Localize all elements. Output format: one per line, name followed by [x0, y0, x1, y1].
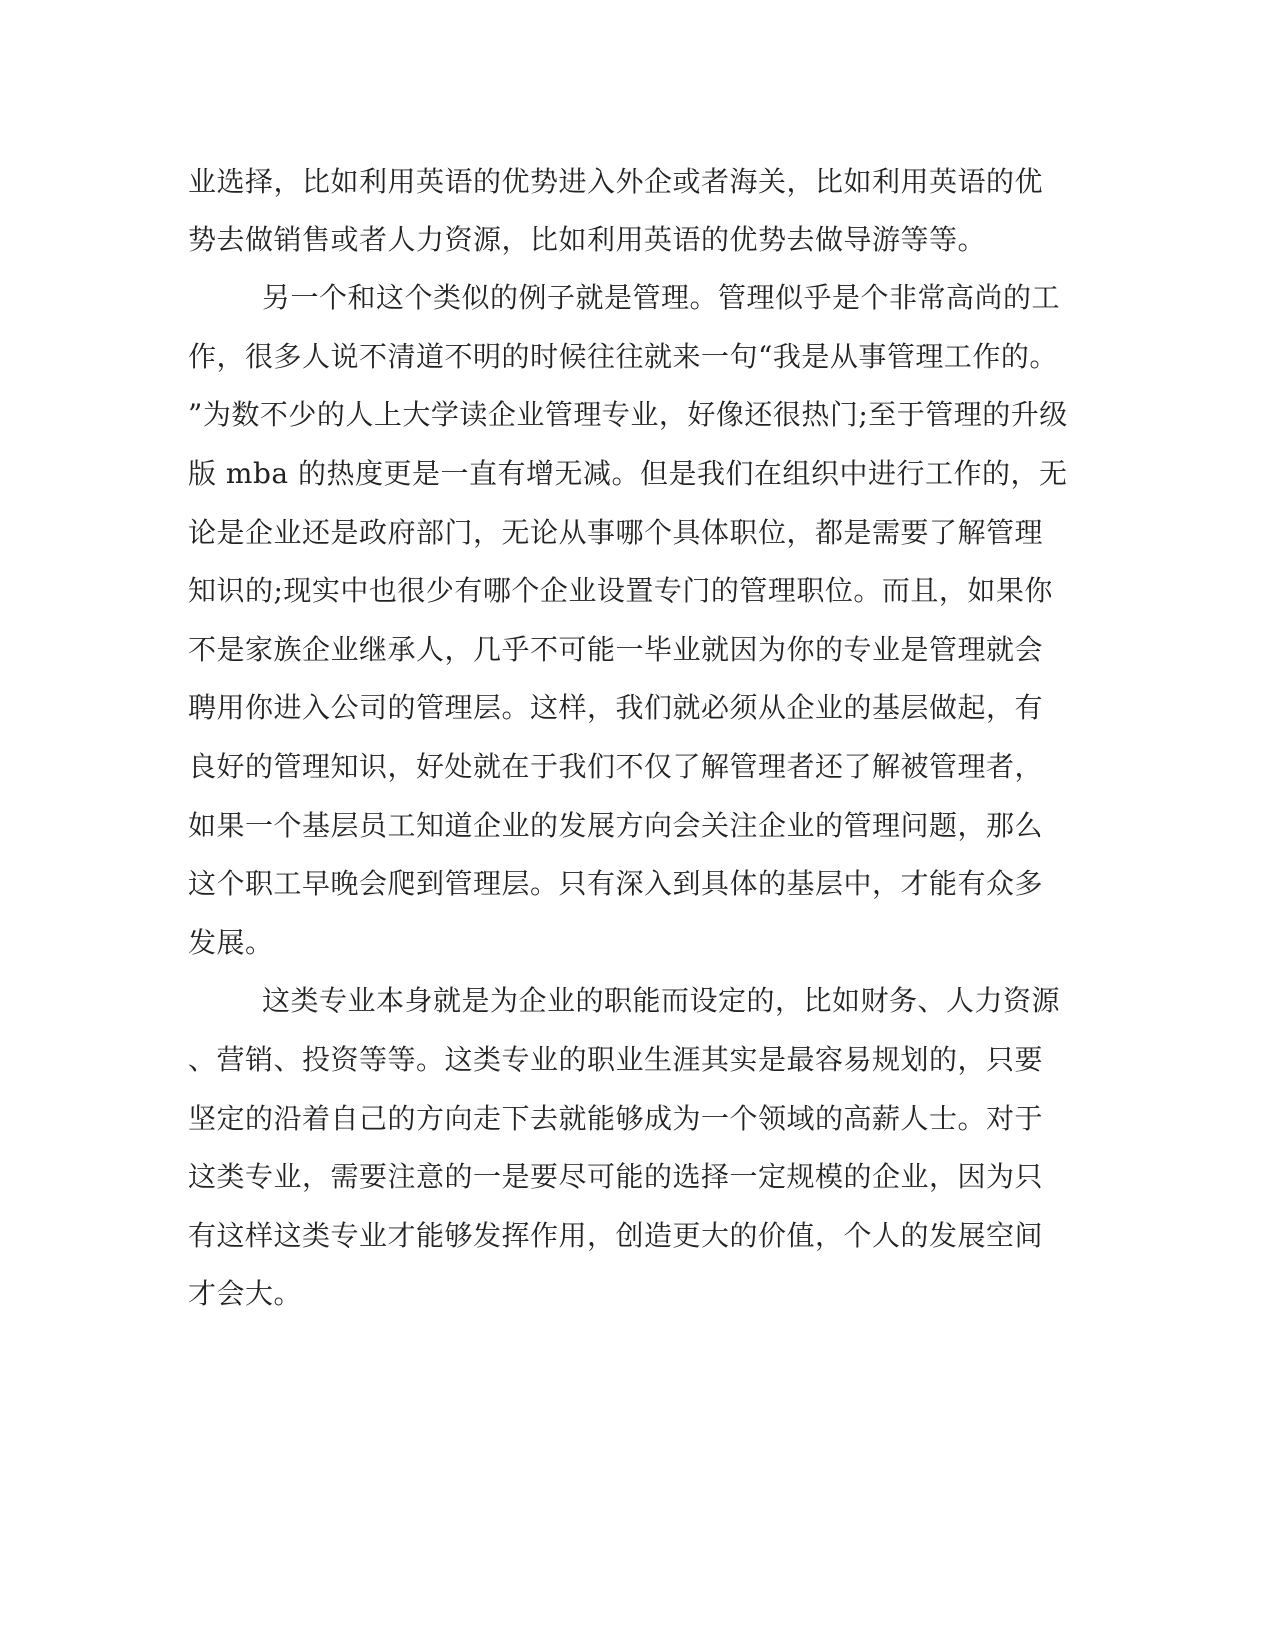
text-line: 良好的管理知识，好处就在于我们不仅了解管理者还了解被管理者，: [188, 750, 1044, 783]
text-line: 知识的;现实中也很少有哪个企业设置专门的管理职位。而且，如果你: [188, 574, 1053, 607]
text-line: 才会大。: [188, 1277, 303, 1310]
text-line: 论是企业还是政府部门，无论从事哪个具体职位，都是需要了解管理: [188, 516, 1044, 549]
text-line: 有这样这类专业才能够发挥作用，创造更大的价值，个人的发展空间: [188, 1219, 1044, 1252]
text-line: 如果一个基层员工知道企业的发展方向会关注企业的管理问题，那么: [188, 809, 1044, 842]
text-line: 不是家族企业继承人，几乎不可能一毕业就因为你的专业是管理就会: [188, 633, 1044, 666]
text-line: 业选择，比如利用英语的优势进入外企或者海关，比如利用英语的优: [188, 165, 1044, 198]
text-line: 坚定的沿着自己的方向走下去就能够成为一个领域的高薪人士。对于: [188, 1102, 1044, 1135]
text-line: 版 mba 的热度更是一直有增无减。但是我们在组织中进行工作的，无: [188, 457, 1068, 490]
text-line: 、营销、投资等等。这类专业的职业生涯其实是最容易规划的，只要: [188, 1043, 1044, 1076]
text-line: 这类专业，需要注意的一是要尽可能的选择一定规模的企业，因为只: [188, 1160, 1044, 1193]
text-line: 发展。: [188, 926, 274, 959]
text-line: ”为数不少的人上大学读企业管理专业，好像还很热门;至于管理的升级: [188, 398, 1068, 431]
text-line: 作，很多人说不清道不明的时候往往就来一句“我是从事管理工作的。: [188, 340, 1058, 373]
text-line: 势去做销售或者人力资源，比如利用英语的优势去做导游等等。: [188, 223, 987, 256]
text-line: 这个职工早晚会爬到管理层。只有深入到具体的基层中，才能有众多: [188, 867, 1044, 900]
text-line: 聘用你进入公司的管理层。这样，我们就必须从企业的基层做起，有: [188, 691, 1044, 724]
paragraph-start-line: 另一个和这个类似的例子就是管理。管理似乎是个非常高尚的工: [262, 281, 1061, 314]
paragraph-start-line: 这类专业本身就是为企业的职能而设定的，比如财务、人力资源: [262, 984, 1061, 1017]
